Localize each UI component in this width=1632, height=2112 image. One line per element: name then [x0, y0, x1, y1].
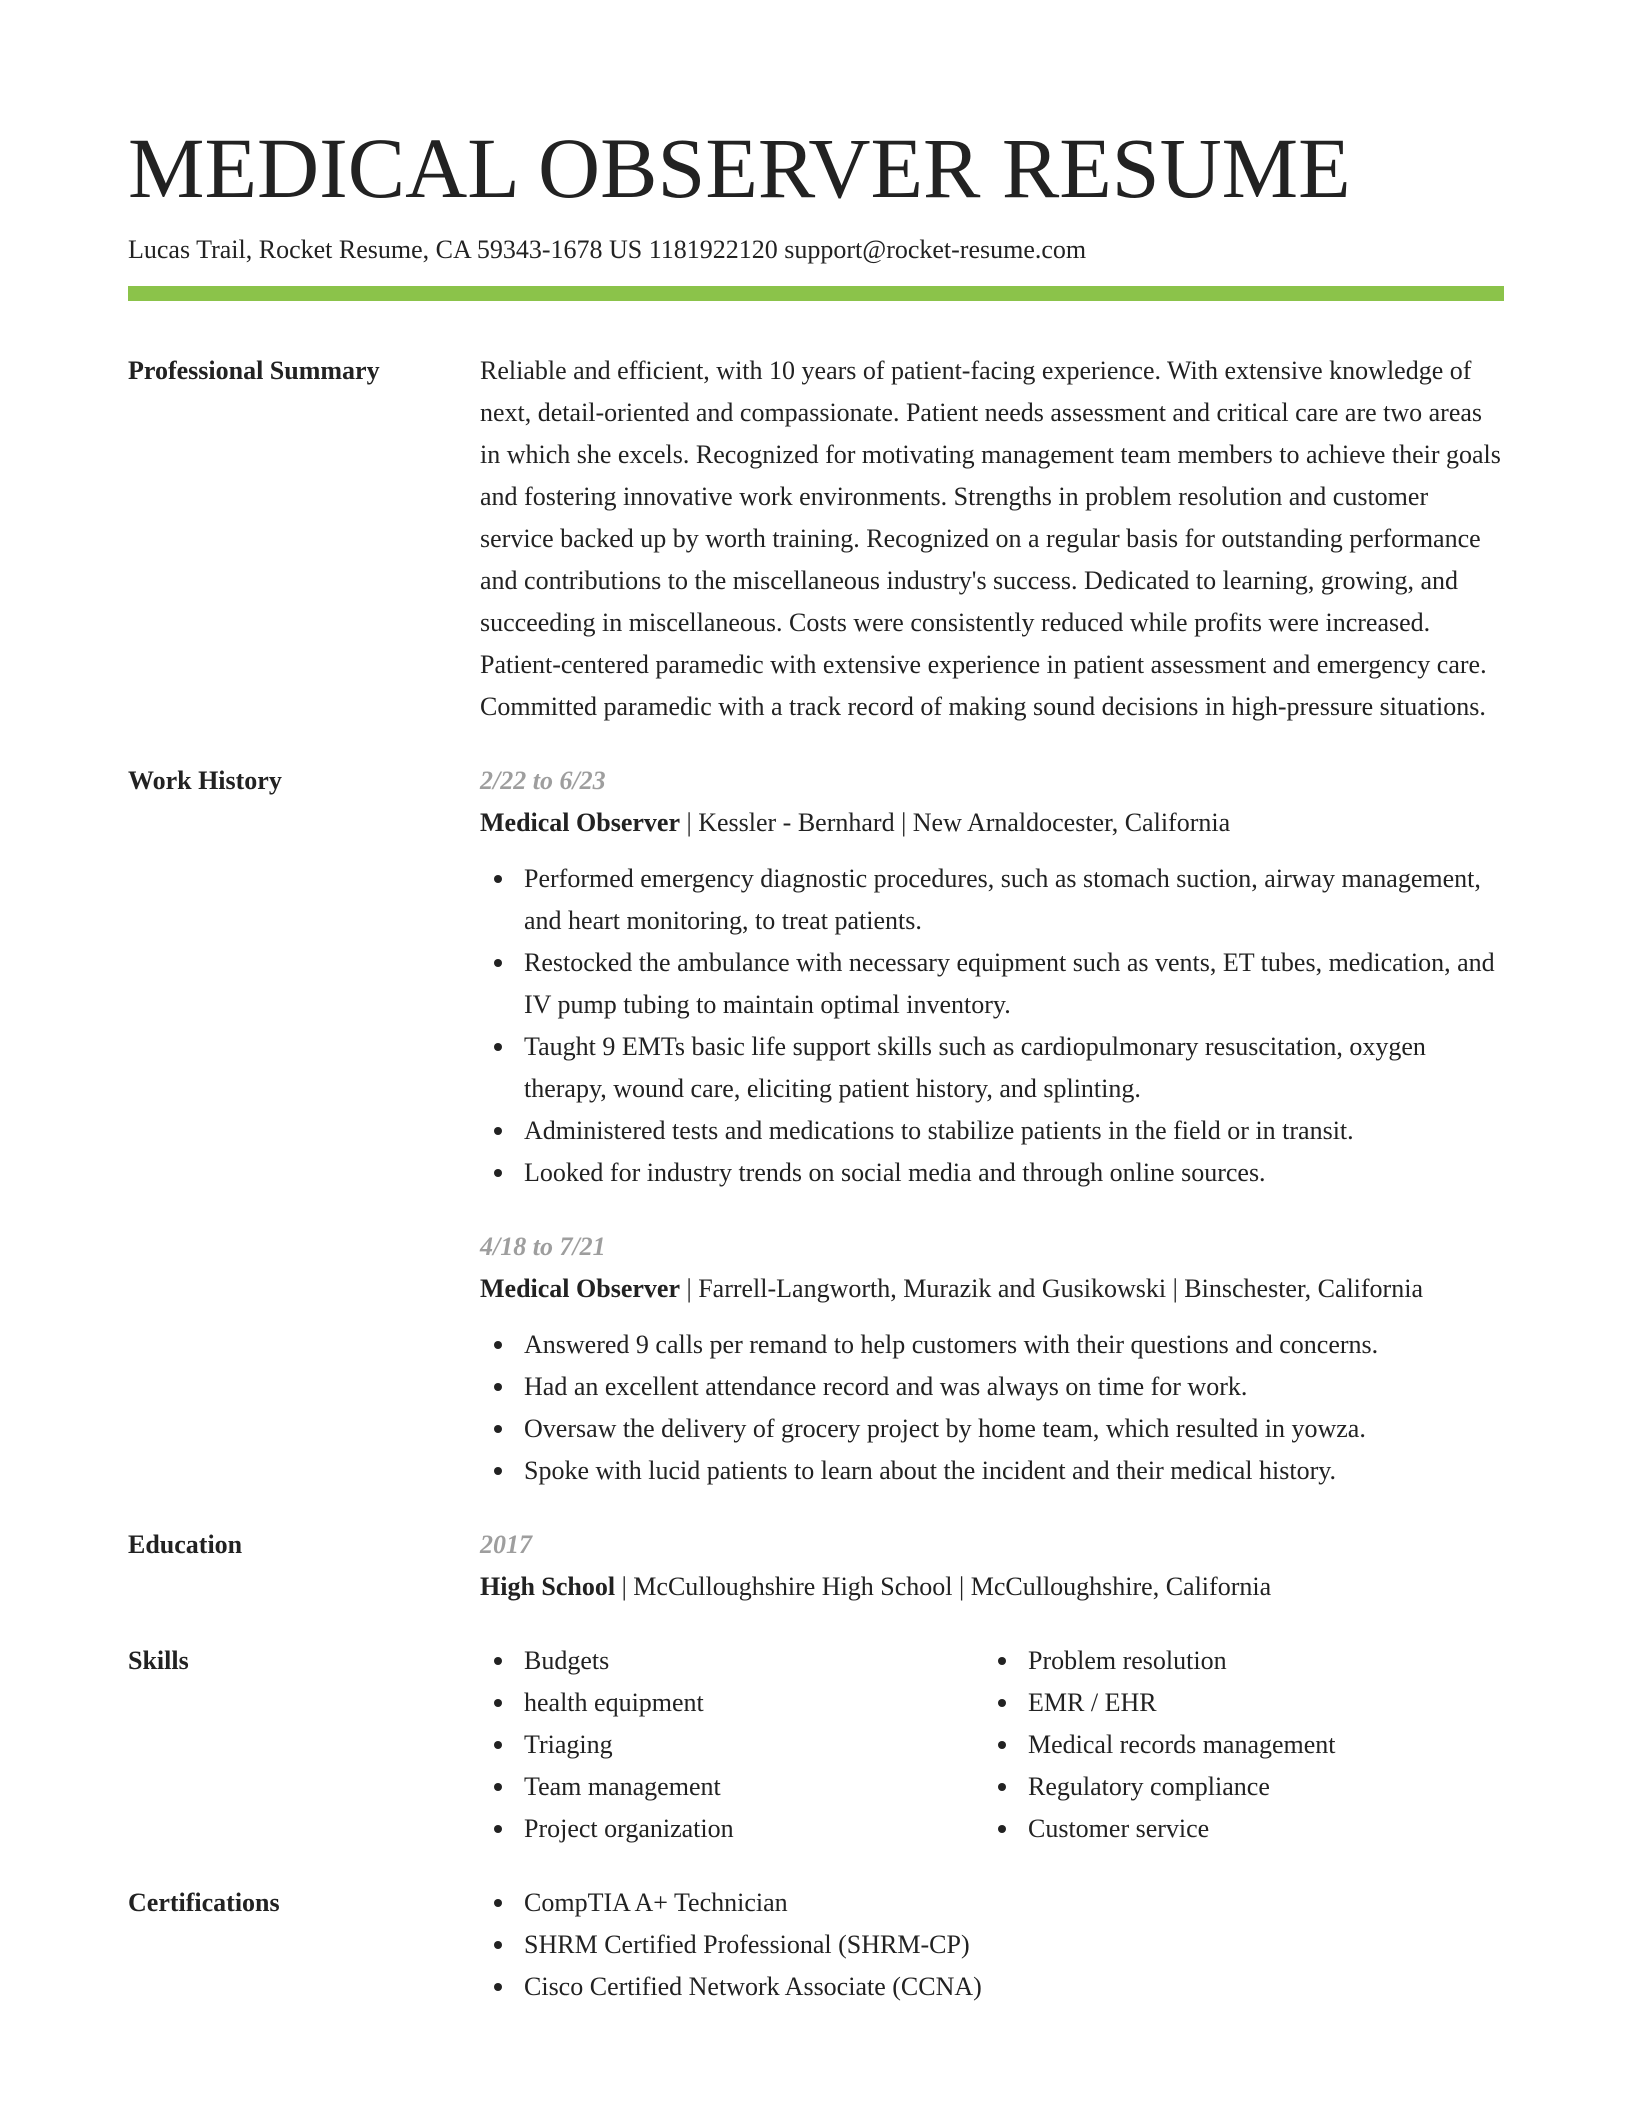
list-item: Performed emergency diagnostic procedures, such as stomach suction, airway management, and heart monitoring, to treat patients.: [524, 858, 1504, 942]
certifications-list: [480, 1882, 1504, 2008]
section-summary: [128, 350, 1504, 728]
list-item: CompTIA A+ Technician: [524, 1882, 1504, 1924]
job-title-line: [480, 802, 1504, 844]
resume-sections: [128, 350, 1504, 2040]
list-item: Cisco Certified Network Associate (CCNA): [524, 1966, 1504, 2008]
job-date: 4/18 to 7/21: [480, 1232, 606, 1261]
list-item: Triaging: [524, 1724, 984, 1766]
list-item: Answered 9 calls per remand to help customers with their questions and concerns.: [524, 1324, 1504, 1366]
section-certifications: [128, 1882, 1504, 2008]
list-item: Project organization: [524, 1808, 984, 1850]
list-item: SHRM Certified Professional (SHRM-CP): [524, 1924, 1504, 1966]
job-details: | Kessler - Bernhard | New Arnaldocester, California: [680, 808, 1231, 837]
list-item: Budgets: [524, 1640, 984, 1682]
list-item: Taught 9 EMTs basic life support skills such as cardiopulmonary resuscitation, oxygen therapy, wound care, eliciting patient history, and splinting.: [524, 1026, 1504, 1110]
summary-body: [480, 350, 1504, 728]
list-item: Had an excellent attendance record and was always on time for work.: [524, 1366, 1504, 1408]
job-entry: [480, 760, 1504, 1194]
section-title-education: Education: [128, 1530, 243, 1559]
list-item: Regulatory compliance: [1028, 1766, 1488, 1808]
skills-list-left: [480, 1640, 984, 1850]
education-date: 2017: [480, 1530, 532, 1559]
job-role: Medical Observer: [480, 808, 680, 837]
work-body: [480, 760, 1504, 1492]
section-title-certifications: Certifications: [128, 1888, 280, 1917]
contact-line: Lucas Trail, Rocket Resume, CA 59343-1678 US 1181922120 support@rocket-resume.com: [128, 235, 1087, 264]
list-item: Oversaw the delivery of grocery project by home team, which resulted in yowza.: [524, 1408, 1504, 1450]
skills-columns: [480, 1640, 1504, 1850]
section-skills: [128, 1640, 1504, 1850]
section-title-skills: Skills: [128, 1646, 189, 1675]
section-work-history: [128, 760, 1504, 1492]
summary-text: Reliable and efficient, with 10 years of patient-facing experience. With extensive knowledge of next, detail-oriented and compassionate. Patient needs assessment and critical care are two areas in which she excels. Recognized for motivating management team members to achieve their goals and fostering innovative work environments. Strengths in problem resolution and customer service backed up by worth training. Recognized on a regular basis for outstanding performance and contributions to the miscellaneous industry's success. Dedicated to learning, growing, and succeeding in miscellaneous. Costs were consistently reduced while profits were increased. Patient-centered paramedic with extensive experience in patient assessment and emergency care. Committed paramedic with a track record of making sound decisions in high-pressure situations.: [480, 356, 1501, 721]
section-education: [128, 1524, 1504, 1608]
list-item: Looked for industry trends on social media and through online sources.: [524, 1152, 1504, 1194]
job-role: Medical Observer: [480, 1274, 680, 1303]
list-item: EMR / EHR: [1028, 1682, 1488, 1724]
education-body: [480, 1524, 1504, 1608]
skills-body: [480, 1640, 1504, 1850]
job-bullets: [480, 858, 1504, 1194]
accent-divider: [128, 286, 1504, 301]
list-item: Problem resolution: [1028, 1640, 1488, 1682]
list-item: health equipment: [524, 1682, 984, 1724]
resume-title: MEDICAL OBSERVER RESUME: [128, 120, 1351, 216]
certifications-body: [480, 1882, 1504, 2008]
skills-list-right: [984, 1640, 1488, 1850]
section-title-work: Work History: [128, 766, 282, 795]
education-details: | McCulloughshire High School | McCulloughshire, California: [615, 1572, 1272, 1601]
list-item: Administered tests and medications to stabilize patients in the field or in transit.: [524, 1110, 1504, 1152]
section-title-summary: Professional Summary: [128, 356, 380, 385]
job-title-line: [480, 1268, 1504, 1310]
job-date: 2/22 to 6/23: [480, 766, 606, 795]
job-details: | Farrell-Langworth, Murazik and Gusikowski | Binschester, California: [680, 1274, 1423, 1303]
job-entry: [480, 1226, 1504, 1492]
list-item: Team management: [524, 1766, 984, 1808]
list-item: Restocked the ambulance with necessary equipment such as vents, ET tubes, medication, and IV pump tubing to maintain optimal inventory.: [524, 942, 1504, 1026]
job-bullets: [480, 1324, 1504, 1492]
list-item: Spoke with lucid patients to learn about the incident and their medical history.: [524, 1450, 1504, 1492]
list-item: Medical records management: [1028, 1724, 1488, 1766]
education-degree: High School: [480, 1572, 616, 1601]
list-item: Customer service: [1028, 1808, 1488, 1850]
education-line: [480, 1566, 1504, 1608]
